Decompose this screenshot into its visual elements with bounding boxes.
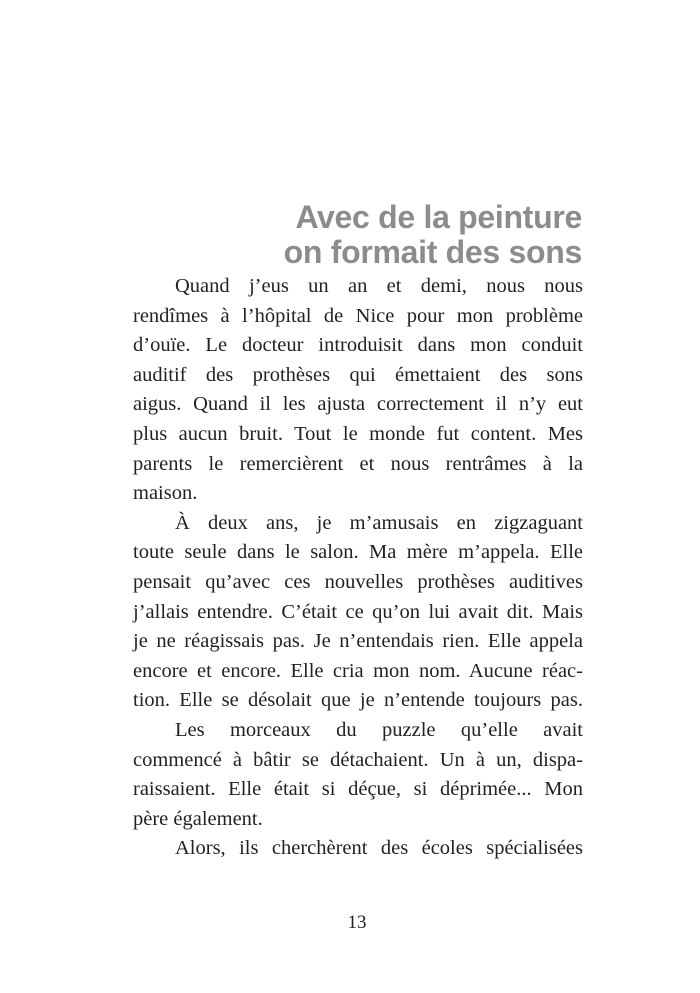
page-number: 13 [347,912,367,933]
text-line: plus aucun bruit. Tout le monde fut content. Mes [133,422,583,445]
chapter-title-line-2: on formait des sons [283,234,582,270]
chapter-title-line-1: Avec de la peinture [295,199,582,235]
text-line: encore et encore. Elle cria mon nom. Aucune réac- [133,659,583,682]
text-line: raissaient. Elle était si déçue, si déprimée... Mon [133,778,583,801]
body-text [133,272,583,864]
text-line: Les morceaux du puzzle qu’elle avait [175,718,583,741]
text-line: père également. [133,807,263,830]
text-line: auditif des prothèses qui émettaient des sons [133,363,583,386]
text-line: Quand j’eus un an et demi, nous nous [175,275,583,297]
text-line: tion. Elle se désolait que je n’entende toujours pas. [133,689,583,712]
text-line: toute seule dans le salon. Ma mère m’appela. Elle [133,541,583,564]
text-line: commencé à bâtir se détachaient. Un à un, dispa- [133,748,583,771]
text-line: maison. [133,482,198,505]
text-line: d’ouïe. Le docteur introduisit dans mon conduit [133,334,583,357]
text-line: pensait qu’avec ces nouvelles prothèses auditives [133,570,583,593]
text-line: je ne réagissais pas. Je n’entendais rien. Elle appela [133,630,583,653]
text-line: Alors, ils cherchèrent des écoles spécialisées [175,837,583,860]
text-line: À deux ans, je m’amusais en zigzaguant [175,511,583,534]
text-line: aigus. Quand il les ajusta correctement il n’y eut [133,393,583,416]
chapter-title [284,200,582,270]
text-line: parents le remercièrent et nous rentrâmes à la [133,452,583,475]
text-line: rendîmes à l’hôpital de Nice pour mon problème [133,304,583,327]
text-line: j’allais entendre. C’était ce qu’on lui avait dit. Mais [133,600,583,623]
